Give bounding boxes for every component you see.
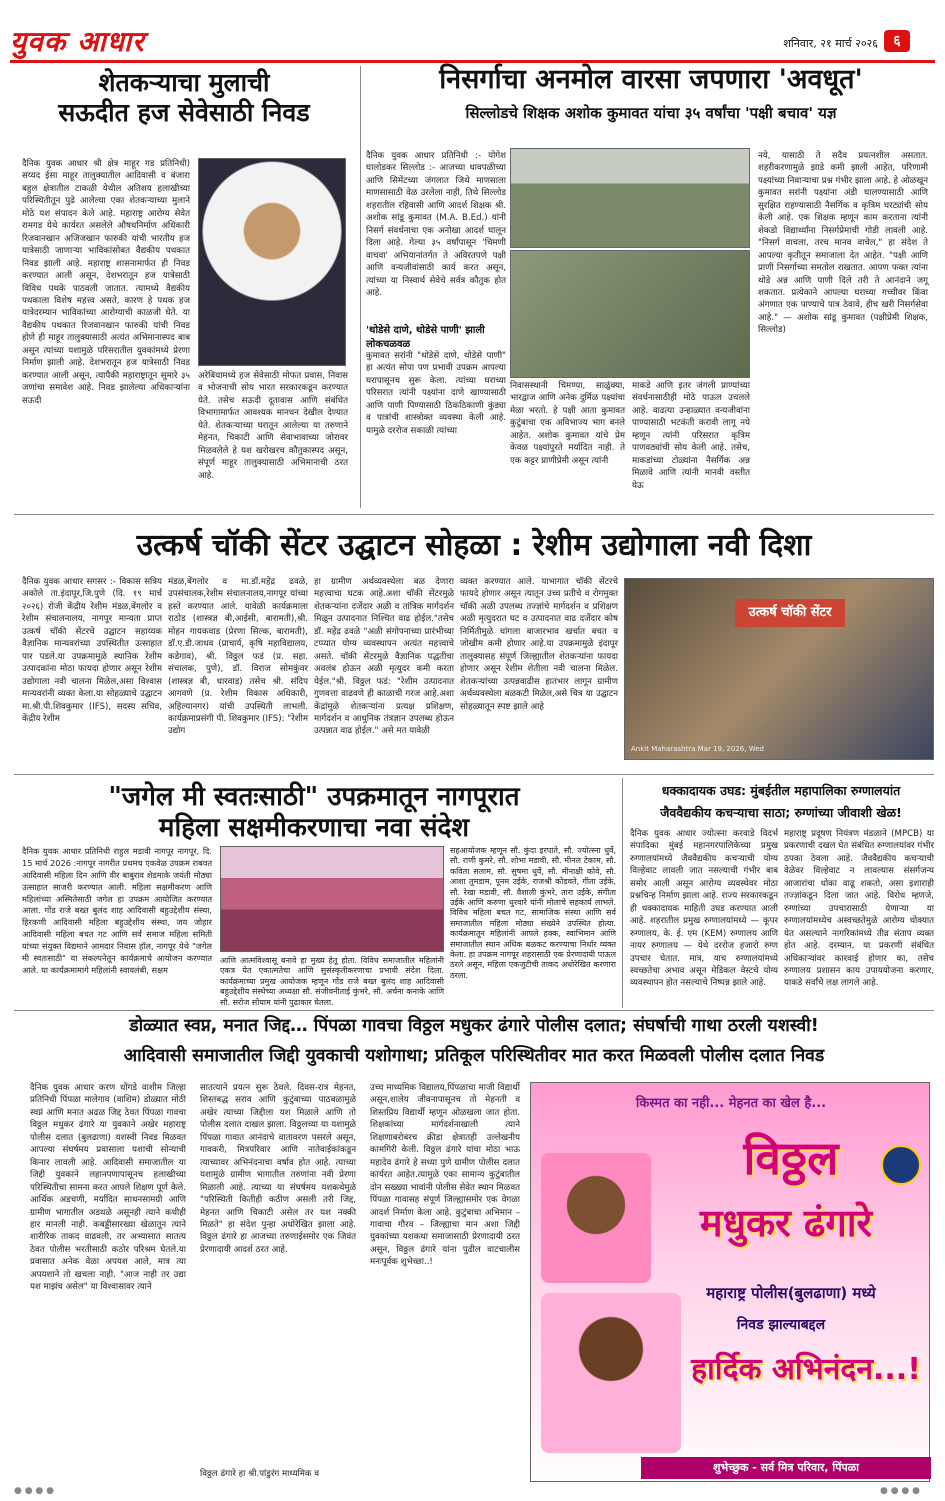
masthead-rule — [10, 60, 935, 63]
section-rule — [14, 514, 934, 515]
story2-subheadline: सिल्लोडचे शिक्षक अशोक कुमावत यांचा ३५ वर्षांचा 'पक्षी बचाव' यज्ञ — [465, 104, 837, 122]
story4-headline-line1: "जगेल मी स्वतःसाठी" उपक्रमातून नागपूरात — [108, 782, 520, 812]
column-rule — [622, 778, 623, 1008]
congratulation-poster — [530, 1082, 930, 1482]
story3-headline: उत्कर्ष चॉकी सेंटर उद्घाटन सोहळा : रेशीम उद्योगाला नवी दिशा — [136, 528, 812, 563]
poster-greeting: हार्दिक अभिनंदन...! — [691, 1352, 921, 1387]
story2-headline: निसर्गाचा अनमोल वारसा जपणारा 'अवधूत' — [439, 64, 863, 95]
story2-quote: 'थोडेसे दाणे, थोडेसे पाणी' झाली लोकचळवळ — [366, 325, 485, 350]
poster-tagline: किस्मत का नही... मेहनत का खेल है... — [635, 1096, 827, 1111]
story6-col2: सातत्याने प्रयत्न सुरू ठेवले. दिवस-रात्र मेहनत, शिस्तबद्ध सराव आणि कुटुंबाच्या पाठबळामुळे अखेर त्याच्या जिद्दीला यश मिळाले आणि तो पोलीस दलात दाखल झाला. विठ्ठलच्या या यशामुळे पिंपळा गावात आनंदाचे वातावरण पसरले असून, गावकरी, मित्रपरिवार आणि नातेवाईकांकडून त्याच्यावर अभिनंदनाचा वर्षाव होत आहे. त्याच्या यशामुळे ग्रामीण भागातील तरुणांना नवी प्रेरणा मिळाली आहे. त्याच्या या संघर्षमय यशकथेमुळे "परिस्थिती कितीही कठीण असली तरी जिद्द, मेहनत आणि चिकाटी असेल तर यश नक्की मिळते" हा संदेश पुन्हा अधोरेखित झाला आहे. विठ्ठल ढंगारे हा आजच्या तरुणाईसमोर एक जिवंत प्रेरणादायी आदर्श ठरत आहे. — [200, 1083, 356, 1255]
story1-photo — [198, 158, 346, 366]
story6-col3: उच्च माध्यमिक विद्यालय,पिंपळाचा माजी विद्यार्थी असून,शालेय जीवनापासूनच तो मेहनती व शिस्तप्रिय विद्यार्थी म्हणून ओळखला जात होता. शिक्षकांच्या मार्गदर्शनाखाली त्याने शिक्षणाबरोबरच क्रीडा क्षेत्रातही उल्लेखनीय कामगिरी केली. विठ्ठल ढंगारे यांचा मोठा भाऊ महादेव ढंगारे हे सध्या पुणे ग्रामीण पोलीस दलात कार्यरत आहेत.त्यामुळे एका सामान्य कुटुंबातील दोन सख्ख्या भावांनी पोलीस सेवेत स्थान मिळवत पिंपळा गावासह संपूर्ण जिल्ह्यासमोर एक वेगळा आदर्श निर्माण केला आहे. कुटुंबाचा अभिमान – गावाचा गौरव – जिल्ह्याचा मान अशा जिद्दी युवकांच्या यशकथा समाजासाठी प्रेरणादायी ठरत असून, विठ्ठल ढंगारे यांना पुढील वाटचालीस मनःपूर्वक शुभेच्छा..! — [370, 1083, 520, 1268]
poster-name-line2: मधुकर ढंगारे — [699, 1201, 873, 1245]
story5-subheadline: जैववैद्यकीय कचऱ्याचा साठा; रुग्णांच्या जीवाशी खेळ! — [660, 805, 902, 820]
story1-headline — [14, 68, 354, 128]
story4-headline-line2: महिला सक्षमीकरणाचा नवा संदेश — [158, 813, 470, 844]
story2-caption-left: निवासस्थानी चिमण्या, साळुंक्या, भारद्वाज आणि अनेक दुर्मिळ पक्ष्यांचा मेळा भरतो. हे पक्षी आता कुमावत कुटुंबाचा एक अविभाज्य भाग बनले आहेत. अशोक कुमावत यांचे प्रेम केवळ पक्ष्यांपुरते मर्यादित नाही. ते एक कट्टर प्राणीप्रेमी असून त्यांनी — [510, 381, 625, 466]
story4-headline — [14, 782, 614, 844]
page-number: ६ — [884, 30, 910, 52]
story5-col1: दैनिक युवक आधार ज्योत्स्ना करवाडे विदर्भ संपादिका मुंबई महानगरपालिकेच्या प्रमुख रुग्णालयांमध्ये जैववैद्यकीय कचऱ्याची योग्य विल्हेवाट लावली जात नसल्याची गंभीर बाब समोर आली असून आरोग्य व्यवस्थेवर मोठा प्रश्नचिन्ह निर्माण झाला आहे. राज्य सरकारकडून ही धक्कादायक माहिती उघड करण्यात आली आहे. शहरातील प्रमुख रुग्णालयांमध्ये — कूपर रुग्णालय, के. ई. एम (KEM) रुग्णालय आणि नायर रुग्णालय — येथे दररोज हजारो रुग्ण उपचार घेतात. मात्र, याच रुग्णालयांमध्ये स्वच्छतेचा अभाव असून मेडिकल वेस्टचे योग्य व्यवस्थापन होत नसल्याचे निष्पन्न झाले आहे. — [630, 829, 778, 989]
story3-col3: हा ग्रामीण अर्थव्यवस्थेला बळ देणारा महत्त्वाचा घटक आहे.अशा चॉकी सेंटरमुळे शेतकऱ्यांना दर्जेदार अळी व तांत्रिक मार्गदर्शन मिळून उत्पादनात निश्चित वाढ होईल."तसेच डॉ. महेंद्र ढवळे "अळी संगोपनाच्या प्रारंभीच्या टप्प्यात योग्य व्यवस्थापन अत्यंत महत्त्वाचे असते. चॉकी सेंटरमुळे वैज्ञानिक पद्धतीचा अवलंब होऊन अळी मृत्युदर कमी करता येईल."श्री. विठ्ठल फडं: "रेशीम उत्पादनात गुणवत्ता वाढवणे ही काळाची गरज आहे.अशा केंद्रांमुळे शेतकऱ्यांना प्रत्यक्ष प्रशिक्षण, मार्गदर्शन व आधुनिक तंत्रज्ञान उपलब्ध होऊन उत्पन्नात वाढ होईल." असे मत यावेळी — [314, 577, 454, 737]
story1-headline-line2: सऊदीत हज सेवेसाठी निवड — [58, 98, 310, 127]
story3-photo — [624, 578, 934, 760]
story4-col1: दैनिक युवक आधार प्रतिनिधी राहुल मडावी नागपूर नागपूर, दि. 15 मार्च 2026 :नागपूर नागरीत प्रथमच एकवेळ उपक्रम राबवत आदिवासी महिला दिन आणि वीर बाबुराव शेडमाके जयंती मोठ्या उत्साहात साजरी करण्यात आली. महिला सक्षमीकरण आणि महिलांच्या अस्मितेसाठी जगेल हा उपक्रम आयोजित करण्यात आला. गोंड राजे बख्त बुलंद शाह आदिवासी बहुउद्देशीय संस्था, हिरकणी आदिवासी महिला बहुउद्देशीय संस्था, जय जोहार आदिवासी महिला बचत गट आणि सर्व समाज महिला समिती यांच्या संयुक्त विद्यमाने आमदार निवास हॉल, नागपूर येथे "जगेल मी स्वतःसाठी" या संकल्पनेतून कार्यक्रमाचे आयोजन करण्यात आले. या कार्यक्रमामागे महिलांनी स्वावलंबी, सक्षम — [22, 846, 212, 975]
poster-portrait-2 — [541, 1293, 681, 1453]
story6-headline: डोळ्यात स्वप्न, मनात जिद्द… पिंपळा गावचा विठ्ठल मधुकर ढंगारे पोलीस दलात; संघर्षाची गाथा ठरली यशस्वी! — [129, 1016, 819, 1036]
masthead-logo: युवक आधार — [10, 25, 145, 58]
story2-col1b: कुमावत सरांनी "थोडेसे दाणे, थोडेसे पाणी" हा अत्यंत सोपा पण प्रभावी उपक्रम आपल्या घरापासूनच सुरू केला. त्यांच्या घराच्या परिसरात त्यांनी पक्ष्यांना दाणे खाण्यासाठी आणि पाणी पिण्यासाठी ठिकठिकाणी कुंड्या व पात्रांची शास्त्रोक्त व्यवस्था केली आहे. यामुळे दररोज सकाळी त्यांच्या — [366, 351, 506, 436]
story3-col4: व्यक्त करण्यात आले. याभागात चॉकी सेंटरचे फायदे होणार असून त्यातून उच्च प्रतीचे व रोगमुक्त चॉकी अळी उपलब्ध तज्ज्ञांचे मार्गदर्शन व प्रशिक्षण अळी मृत्युदरात घट व उत्पादनात वाढ दर्जेदार कोष निर्मितीमुळे चांगला बाजारभाव खर्चात बचत व जोखीम कमी होणार आहे.या उपक्रमामुळे इंदापूर तालुक्यासह संपूर्ण जिल्ह्यातील शेतकऱ्यांना फायदा होणार असून रेशीम शेतीला नवी चालना मिळेल. शेतकऱ्यांच्या उत्पन्नवाढीस हातभार लागून ग्रामीण अर्थव्यवस्थेला बळकटी मिळेल,असे चित्र या उद्घाटन सोहळ्यातून स्पष्ट झाले आहे — [460, 577, 618, 712]
photo-timestamp: Ankit Maharashtra Mar 19, 2026, Wed — [631, 745, 764, 753]
story3-col1: दैनिक युवक आधार सगसर :- विकास सत्रिय अकोले ता.इंदापूर,जि.पुणे (दि. १९ मार्च २०२६) रोजी केंद्रीय रेशीम मंडळ,बेंगलोर व रेशीम संचालनालय, नागपूर मान्यता प्राप्त उत्कर्ष चॉकी सेंटरचे उद्घाटन सहाय्यक वैज्ञानिक मान्यवरांच्या उपस्थितीत उत्साहात पार पडले.या उपक्रमामुळे स्थानिक रेशीम उत्पादकांना मोठा फायदा होणार असून रेशीम उद्योगाला नवी चालना मिळेल,असा विश्वास मान्यवरांनी व्यक्त केला.या सोहळ्याचे उद्घाटन मा.श्री.पी.शिवकुमार (IFS), सदस्य सचिव, केंद्रीय रेशीम — [22, 577, 162, 724]
story1-body: दैनिक युवक आधार श्री क्षेत्र माहूर गड प्रतिनिधी) सय्यद ईसा माहूर तालुक्यातील आदिवासी व बंजारा बहुल क्षेत्रातील टाकळी येथील अतिशय हलाखीच्या परिस्थितीतून पुढे आलेल्या एका शेतकऱ्याच्या मुलाने मोठे यश संपादन केले आहे. महाराष्ट्र आरोग्य सेवेत रामगड येथे कार्यरत असलेले औषधनिर्माण अधिकारी रिजवानखान अजिजखान फारुकी यांची भारतीय हज यात्रेसाठी जाणाऱ्या भाविकांसोबत वैद्यकीय पथकात निवड झाली आहे. महाराष्ट्र शासनामार्फत ही निवड करण्यात आली असून, देशभरातून हज यात्रेसाठी विविध पथके पाठवली जातात. त्यामध्ये वैद्यकीय पथकाला विशेष महत्त्व असते, कारण हे पथक हज यात्रेदरम्यान भाविकांच्या आरोग्याची काळजी घेते. या वैद्यकीय पथकात रिजवानखान फारुकी यांची निवड होणे ही माहूर तालुक्यासाठी अत्यंत अभिमानास्पद बाब असून त्यांच्या यशामुळे परिसरातील युवकांमध्ये प्रेरणा निर्माण झाली आहे. देशभरातून हज यात्रेसाठी निवड करण्यात आली असून, त्यापैकी महाराष्ट्रातून सुमारे ३५ जणांचा समावेश आहे. निवड झालेल्या अधिकाऱ्यांना सऊदी — [22, 159, 190, 406]
poster-portrait — [541, 1153, 651, 1283]
registration-marks-left: ● ● ● ● — [14, 1486, 54, 1496]
poster-footer: शुभेच्छुक - सर्व मित्र परिवार, पिंपळा — [641, 1457, 931, 1479]
section-rule — [14, 1010, 934, 1011]
story6-col2-end: विठ्ठल ढंगारे हा श्री.पांडुरंग माध्यमिक व — [200, 1469, 320, 1479]
registration-marks-right: ● ● ● ● — [880, 1486, 920, 1496]
story4-caption: आणि आत्मविश्वासू बनावे हा मुख्य हेतू होता. विविध समाजातील महिलांनी एकत्र येत एकात्मतेचा आणि सुसंस्कृतीकरणाचा प्रभावी संदेश दिला. कार्यक्रमाच्या प्रमुख आयोजक म्हणून गोंड राजे बख्त बुलंद शाह आदिवासी बहुउद्देशीय संस्थेच्या अध्यक्षा सौ. संजीवनीताई कुंभरे, सौ. अर्चना कनाके आणि सौ. सरोज सोयाम यांनी पुढाकार घेतला. — [220, 956, 444, 1007]
poster-line1: महाराष्ट्र पोलीस(बुलढाणा) मध्ये — [706, 1284, 876, 1302]
story2-photo-forest — [510, 250, 750, 378]
masthead-date: शनिवार, २१ मार्च २०२६ — [783, 37, 878, 50]
story2-caption-right: माकडे आणि इतर जंगली प्राण्यांच्या संवर्धनासाठीही मोठे पाऊल उचलले आहे. वाढत्या उन्हाळ्यात वन्यजीवांना पाण्यासाठी भटकंती करावी लागू नये म्हणून त्यांनी परिसरात कृत्रिम पाणवठ्यांची सोय केली आहे. तसेच, माकडांच्या टोळ्यांना नैसर्गिक अन्न मिळावे आणि त्यांनी मानवी वस्तीत येऊ — [632, 381, 750, 491]
story5-headline: धक्कादायक उघड: मुंबईतील महापालिका रुग्णालयांत — [661, 783, 901, 798]
story4-photo — [220, 846, 444, 952]
story2-photo-birds — [510, 148, 750, 248]
story5-col2: महाराष्ट्र प्रदूषण नियंत्रण मंडळाने (MPCB) या प्रकरणाची दखल घेत संबंधित रुग्णालयांवर गंभीर ठपका ठेवला आहे. जैववैद्यकीय कचऱ्याची वेळेवर विल्हेवाट न लावल्यास संसर्गजन्य आजारांचा धोका वाढू शकतो, असा इशाराही तज्ज्ञांकडून दिला जात आहे. विरोध म्हणजे, रुग्णांच्या उपचारासाठी येणाऱ्या या रुग्णालयांमध्येच अस्वच्छतेमुळे आरोग्य धोक्यात येत असल्याने नागरिकांमध्ये तीव्र संताप व्यक्त होत आहे. दरम्यान, या प्रकरणी संबंधित अधिकाऱ्यांवर कारवाई होणार का, तसेच रुग्णालय प्रशासन काय उपाययोजना करणार, याकडे सर्वांचे लक्ष लागले आहे. — [784, 829, 934, 989]
story2-col-right: नये, यासाठी ते सदैव प्रयत्नशील असतात. शहरीकरणामुळे झाडे कमी झाली आहेत, परिणामी पक्ष्यांच्या निवाऱ्याचा प्रश्न गंभीर झाला आहे. हे ओळखून कुमावत सरांनी पक्ष्यांना अंडी घालण्यासाठी आणि सुरक्षित राहण्यासाठी नैसर्गिक व कृत्रिम घरट्यांची सोय केली आहे. एक शिक्षक म्हणून काम करताना त्यांनी शेकडो विद्यार्थ्यांना निसर्गप्रेमाची गोडी लावली आहे. "निसर्ग वाचला, तरच मानव वाचेल," हा संदेश ते आपल्या कृतीतून समाजाला देत आहेत. "पक्षी आणि प्राणी निसर्गाच्या समतोल राखतात. आपण फक्त त्यांना थोडे अन्न आणि पाणी दिले तरी ते आनंदाने जगू शकतात. प्रत्येकाने आपल्या घराच्या गच्चीवर किंवा अंगणात एक पाण्याचे पात्र ठेवावे, हीच खरी निसर्गसेवा आहे." — अशोक सांडू कुमावत (पक्षीप्रेमी शिक्षक, सिल्लोड) — [758, 151, 928, 336]
story2-col1: दैनिक युवक आधार प्रतिनिधी :- योगेश घालोडकर सिल्लोड :- आजच्या धावपळीच्या आणि सिमेंटच्या जंगलात जिथे माणसाला माणसासाठी वेळ उरलेला नाही, तिथे सिल्लोड शहरातील रहिवासी आणि आदर्श शिक्षक श्री. अशोक सांडू कुमावत (M.A. B.Ed.) यांनी निसर्ग संवर्धनाचा एक अनोखा आदर्श घालून दिला आहे. गेल्या ३५ वर्षांपासून 'चिमणी वाचवा' अभियानांतर्गत ते अविरतपणे पक्षी आणि वन्यजीवांसाठी कार्य करत असून, त्यांच्या या निस्वार्थ सेवेचे सर्वत्र कौतुक होत आहे. — [366, 151, 506, 298]
story6-col1: दैनिक युवक आधार करण धोंगडे वाशीम जिल्हा प्रतिनिधी पिंपळा मालेगाव (वाशिम) डोळ्यात मोठी स्वप्नं आणि मनात अढळ जिद्द ठेवत पिंपळा गावचा विठ्ठल मधुकर ढंगारे या युवकाने अखेर महाराष्ट्र पोलीस दलात (बुलढाणा) यशस्वी निवड मिळवत आपल्या संघर्षमय प्रवासाला यशाची सोन्याची किनार लावली आहे. आदिवासी समाजातील या जिद्दी युवकाने लहानपणापासूनच हलाखीच्या परिस्थितीचा सामना करत आपले शिक्षण पूर्ण केले. आर्थिक अडचणी, मर्यादित साधनसामग्री आणि ग्रामीण भागातील अडथळे असूनही त्याने कधीही हार मानली नाही. कबड्डीसारख्या खेळातून त्याने शारीरिक ताकद वाढवली, तर अभ्यासात सातत्य ठेवत पोलीस भरतीसाठी कठोर परिश्रम घेतले.या प्रवासात अनेक वेळा अपयश आले, मात्र त्या अपयशाने तो खचला नाही. "आज नाही तर उद्या यश माझंच असेल" या विश्वासावर त्याने — [30, 1083, 186, 1293]
section-rule — [14, 774, 934, 775]
poster-name-line1: विठ्ठल — [743, 1131, 839, 1185]
chawki-centre-sign: उत्कर्ष चॉकी सेंटर — [735, 599, 845, 627]
story1-headline-line1: शेतकऱ्याचा मुलाची — [98, 68, 270, 97]
story4-col3: सहआयोजक म्हणून सौ. कुंदा इरपाते, सौ. ज्योत्स्ना धुर्वे, सौ. राणी कुमरे, सौ. शोभा मडावी, सौ. मीनल टेकाम, सौ. कविता सलाम, सौ. सुषमा धुर्वे, सौ. मीनाक्षी कोवे, सौ. आशा तुमडाम, पूनम उईके, राजश्री कोडवते, गीता उईके, सौ. रेखा मडावी, सौ. वैशाली कुंभरे, तारा उईके, संगीता उईके आणि करुणा धुरवारे यांनी मोलाचे सहकार्य लाभले. विविध महिला बचत गट, सामाजिक संस्था आणि सर्व समाजातील महिला मोठ्या संख्येने उपस्थित होत्या. कार्यक्रमातून महिलांनी आपले हक्क, स्वाभिमान आणि समाजातील स्थान अधिक बळकट करण्याचा निर्धार व्यक्त केला. हा उपक्रम नागपूर शहरासाठी एक प्रेरणादायी पाऊल ठरले असून, महिला एकजुटीची ताकद अधोरेखित करणारा ठरला. — [450, 846, 616, 980]
column-rule — [360, 66, 361, 508]
story3-col2: मंडळ,बेंगलोर व मा.डॉ.महेंद्र ढवळे, उपसंचालक,रेशीम संचालनालय,नागपूर यांच्या हस्ते करण्यात आले. यावेळी कार्यक्रमाला राठोड (शास्त्रज्ञ बी,आईसी, बारामती),श्री. मोहन गायकवाड (प्रेरणा सिल्क, बारामती), डॉ.ए.डी.जाधव (प्राचार्य, कृषि महाविद्यालय, कडेगाव), श्री. विठ्ठल फडं (प्र. सहा. संचालक, पुणे), डॉ. विराज सोमकुंवर (शास्त्रज्ञ बी, धारवाड) तसेच श्री. संदिप आगवणे (प्र. रेशीम विकास अधिकारी, अहिल्यानगर) यांची उपस्थिती लाभली. कार्यक्रमाप्रसंगी पी. शिवकुमार (IFS): "रेशीम उद्योग — [168, 577, 308, 737]
story1-caption: अरेबियामध्ये हज सेवेसाठी मोफत प्रवास, निवास व भोजनाची सोय भारत सरकारकडून करण्यात येते. तसेच सऊदी दूतावास आणि संबंधित विभागामार्फत आवश्यक मानधन देखील देण्यात येते. शेतकऱ्याच्या घरातून आलेल्या या तरुणाने मेहनत, चिकाटी आणि सेवाभावाच्या जोरावर मिळवलेले हे यश खरोखरच कौतुकास्पद असून, संपूर्ण माहूर तालुक्यासाठी अभिमानाची ठरत आहे. — [198, 371, 348, 481]
story6-subheadline: आदिवासी समाजातील जिद्दी युवकाची यशोगाथा; प्रतिकूल परिस्थितीवर मात करत मिळवली पोलीस दलात निवड — [123, 1046, 825, 1066]
poster-line2: निवड झाल्याबद्दल — [736, 1317, 826, 1333]
